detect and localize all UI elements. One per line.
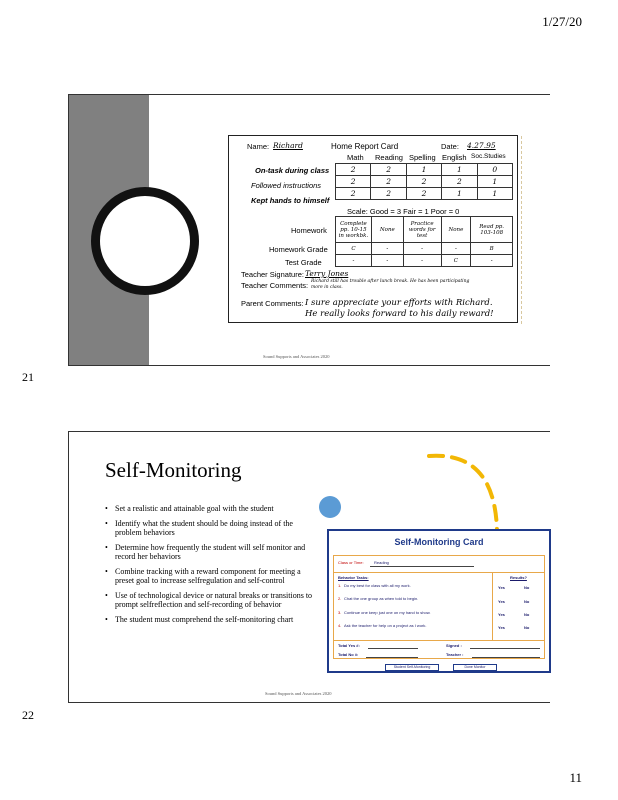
- ratings-row: [336, 164, 513, 176]
- homework-grade-label: Homework Grade: [269, 245, 328, 254]
- rating-cell: 2: [371, 188, 406, 200]
- teacher-signature-value: Terry Jones: [305, 269, 349, 278]
- bullet-item: • Use of technological device or natural breaks or transitions to prompt selfreflection and self-recording of behavior: [105, 591, 320, 609]
- test-grade-label: Test Grade: [285, 258, 322, 267]
- card-title: Self-Monitoring Card: [394, 537, 484, 547]
- homework-row: [336, 217, 513, 243]
- rating-cell: 2: [336, 176, 371, 188]
- grade-cell: C: [336, 243, 372, 255]
- home-report-card-image: [228, 135, 518, 323]
- self-monitoring-card-image: [327, 529, 551, 673]
- grade-cell: -: [441, 243, 471, 255]
- subject-header: Soc.Studies: [471, 153, 506, 160]
- blue-dot-decoration: [319, 496, 341, 518]
- test-grade-row: [336, 255, 513, 267]
- task-item: Continue one keep just one on my hand to show.: [344, 610, 431, 615]
- rating-cell: 1: [477, 176, 512, 188]
- teacher-comments-value: Richard still has trouble after lunch break. He has been participating more in class.: [311, 279, 470, 290]
- teacher-label: Teacher :: [446, 652, 464, 657]
- grade-cell: -: [403, 243, 441, 255]
- student-self-monitoring-tab: Student Self-Monitoring: [385, 664, 439, 671]
- rating-cell: 2: [371, 176, 406, 188]
- bullet-item: • The student must comprehend the self-monitoring chart: [105, 615, 320, 624]
- yes-option: Yes: [498, 625, 505, 630]
- page-number: 11: [569, 770, 582, 785]
- name-label: Name:: [247, 142, 270, 151]
- behavior-label: Followed instructions: [251, 181, 322, 190]
- card-torn-edge: [521, 136, 531, 324]
- rating-cell: 2: [442, 176, 477, 188]
- bullet-item: • Set a realistic and attainable goal with the student: [105, 504, 320, 513]
- subject-header: Spelling: [409, 153, 436, 162]
- homework-cell: Practice words for test: [403, 217, 441, 243]
- slide-footer: Sound Supports and Associates 2020: [263, 354, 330, 359]
- total-yes-line: [368, 648, 418, 649]
- grade-cell: -: [371, 255, 403, 267]
- rating-cell: 2: [336, 164, 371, 176]
- subject-header: Reading: [375, 153, 403, 162]
- card-inner-frame: [333, 555, 545, 659]
- subject-header: Math: [347, 153, 364, 162]
- behavior-label: On-task during class: [255, 166, 330, 175]
- rating-cell: 1: [406, 164, 441, 176]
- parent-comments-line: I sure appreciate your efforts with Richard.: [305, 298, 493, 308]
- yes-option: Yes: [498, 612, 505, 617]
- teacher-signature-label: Teacher Signature:: [241, 270, 304, 279]
- circle-ring-decoration: [91, 187, 199, 295]
- class-label: Class or Time:: [338, 560, 364, 565]
- slide-number: 22: [22, 708, 34, 722]
- name-value: Richard: [273, 141, 303, 150]
- grade-cell: -: [336, 255, 372, 267]
- ratings-row: [336, 176, 513, 188]
- homework-cell: None: [441, 217, 471, 243]
- yes-option: Yes: [498, 599, 505, 604]
- rating-cell: 2: [371, 164, 406, 176]
- card-divider: [334, 640, 544, 641]
- rating-cell: 2: [406, 188, 441, 200]
- homework-grid: [335, 216, 513, 267]
- rating-cell: 1: [477, 188, 512, 200]
- parent-comments-line: He really looks forward to his daily reward!: [305, 309, 494, 319]
- rating-cell: 2: [336, 188, 371, 200]
- no-option: No: [524, 612, 530, 617]
- task-number: 2.: [338, 596, 342, 601]
- slide-number: 21: [22, 370, 34, 384]
- bullet-item: • Identify what the student should be doing instead of the problem behaviors: [105, 519, 320, 537]
- no-option: No: [524, 585, 530, 590]
- grade-cell: -: [471, 255, 513, 267]
- task-item: Ask the teacher for help on a project as I work.: [344, 623, 427, 628]
- results-header: Results?: [510, 575, 527, 580]
- signed-line: [470, 648, 540, 649]
- rating-cell: 0: [477, 164, 512, 176]
- total-yes-label: Total Yes #:: [338, 643, 360, 648]
- no-option: No: [524, 599, 530, 604]
- task-number: 3.: [338, 610, 342, 615]
- parent-comments-label: Parent Comments:: [241, 299, 304, 308]
- slide-footer: Sound Supports and Associates 2020: [265, 691, 332, 696]
- done-monitor-tab: Done Monitor: [453, 664, 497, 671]
- bullet-item: • Determine how frequently the student will self monitor and record her behaviors: [105, 543, 320, 561]
- no-option: No: [524, 625, 530, 630]
- grade-cell: -: [403, 255, 441, 267]
- subject-header: English: [442, 153, 467, 162]
- date-value: 4.27.95: [467, 141, 496, 150]
- total-no-label: Total No #:: [338, 652, 359, 657]
- yes-option: Yes: [498, 585, 505, 590]
- grade-cell: -: [371, 243, 403, 255]
- date-label: Date:: [441, 142, 459, 151]
- task-item: Chat the one group as when told to begin.: [344, 596, 419, 601]
- rating-cell: 2: [406, 176, 441, 188]
- teacher-line: [472, 657, 540, 658]
- rating-cell: 1: [442, 188, 477, 200]
- task-number: 4.: [338, 623, 342, 628]
- tasks-header: Behavior Tasks:: [338, 575, 369, 580]
- grade-cell: B: [471, 243, 513, 255]
- rating-cell: 1: [442, 164, 477, 176]
- page-date: 1/27/20: [542, 14, 582, 29]
- bullet-item: • Combine tracking with a reward component for meeting a preset goal to increase selfregulation and self-control: [105, 567, 320, 585]
- slide-21: [68, 94, 550, 366]
- signed-label: Signed :: [446, 643, 462, 648]
- homework-cell: None: [371, 217, 403, 243]
- report-card-title: Home Report Card: [331, 142, 399, 151]
- homework-label: Homework: [291, 226, 327, 235]
- task-item: Do my best for class with all my work.: [344, 583, 411, 588]
- teacher-comments-label: Teacher Comments:: [241, 281, 309, 290]
- slide-22: [68, 431, 550, 703]
- results-divider: [492, 572, 493, 640]
- homework-grade-row: [336, 243, 513, 255]
- slide-title: Self-Monitoring: [105, 458, 242, 482]
- class-value: Reading: [374, 560, 389, 565]
- behavior-ratings-grid: [335, 163, 513, 200]
- ratings-row: [336, 188, 513, 200]
- class-underline: [370, 566, 474, 567]
- homework-cell: Read pp. 103-108: [471, 217, 513, 243]
- grade-cell: C: [441, 255, 471, 267]
- homework-cell: Complete pp. 10-15 in workbk.: [336, 217, 372, 243]
- bullet-list: [105, 504, 320, 630]
- behavior-label: Kept hands to himself: [251, 196, 330, 205]
- card-divider: [334, 572, 544, 573]
- rating-scale: Scale: Good = 3 Fair = 1 Poor = 0: [347, 207, 460, 216]
- total-no-line: [366, 657, 418, 658]
- task-number: 1.: [338, 583, 342, 588]
